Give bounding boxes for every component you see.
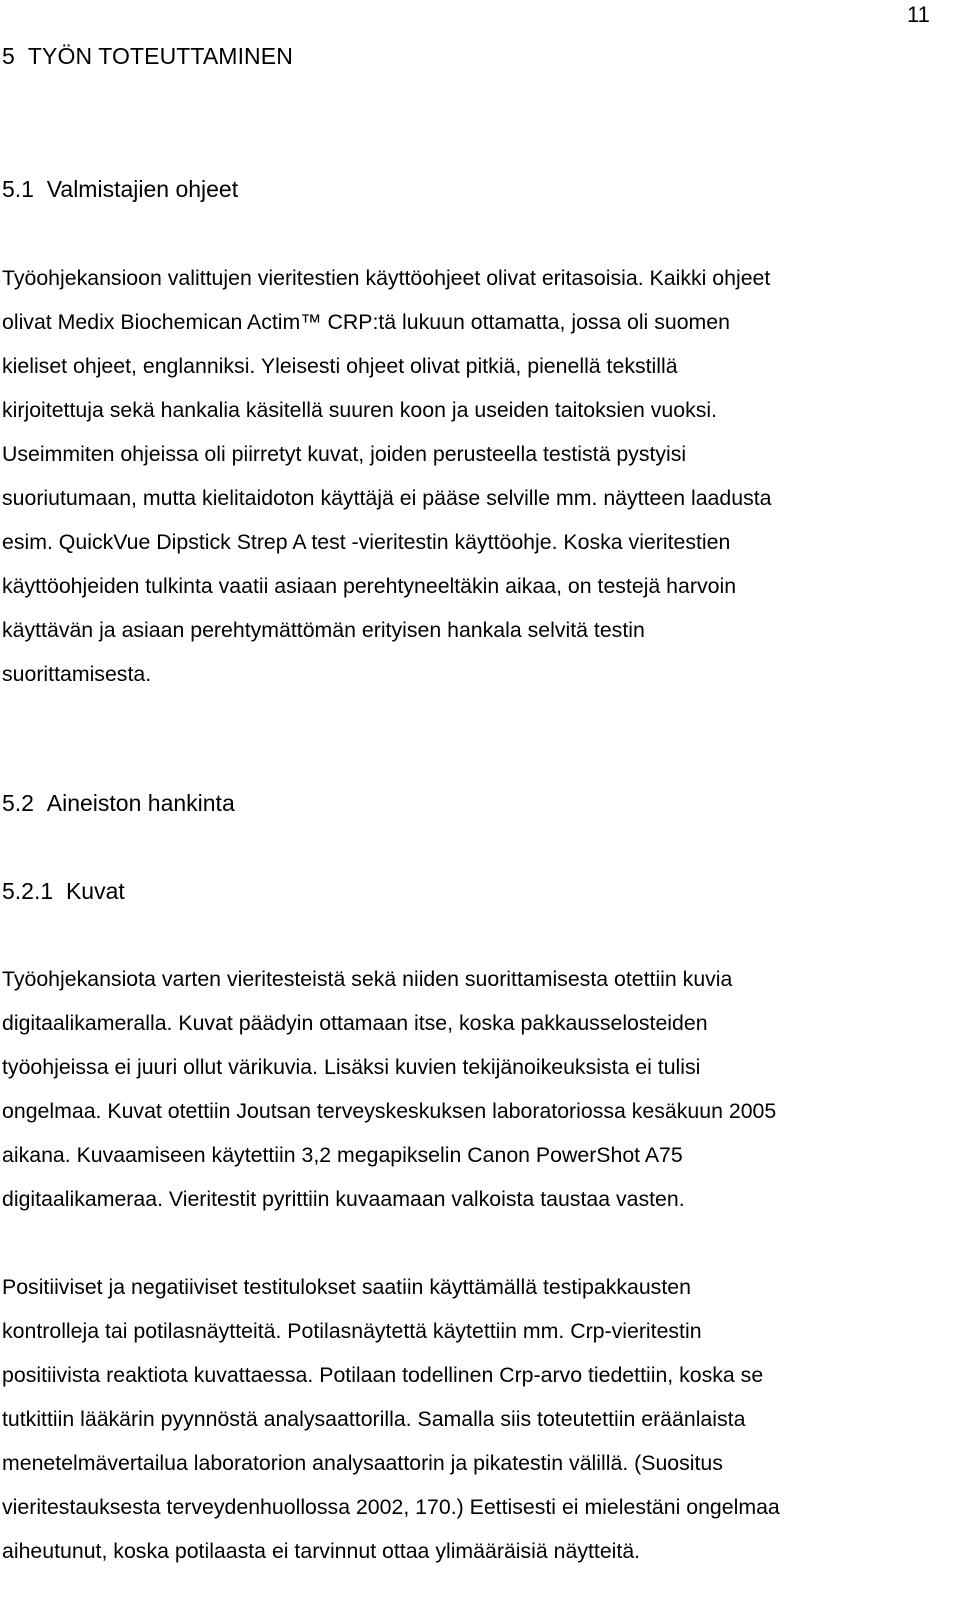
paragraph-manufacturer-instructions: [2, 256, 937, 696]
text-line: kontrolleja tai potilasnäytteitä. Potilasnäytettä käytettiin mm. Crp-vieritestin: [2, 1319, 702, 1343]
text-line: ongelmaa. Kuvat otettiin Joutsan terveyskeskuksen laboratoriossa kesäkuun 2005: [2, 1099, 777, 1123]
section-number: 5.2.1: [2, 878, 54, 904]
section-number: 5.1: [2, 176, 34, 202]
text-line: digitaalikameraa. Vieritestit pyrittiin kuvaamaan valkoista taustaa vasten.: [2, 1187, 685, 1211]
text-line: vieritestauksesta terveydenhuollossa 2002, 170.) Eettisesti ei mielestäni ongelmaa: [2, 1495, 780, 1519]
section-heading-5-2-1: [2, 877, 125, 905]
chapter-title: TYÖN TOTEUTTAMINEN: [27, 43, 293, 69]
text-line: käyttävän ja asiaan perehtymättömän erityisen hankala selvitä testin: [2, 618, 645, 642]
paragraph-test-results: [2, 1265, 937, 1573]
section-title: Kuvat: [65, 878, 125, 904]
text-line: Työohjekansiota varten vieritesteistä sekä niiden suorittamisesta otettiin kuvia: [2, 967, 733, 991]
section-number: 5.2: [2, 790, 34, 816]
paragraph-photos: [2, 957, 937, 1221]
text-line: suorittamisesta.: [2, 662, 152, 686]
text-line: esim. QuickVue Dipstick Strep A test -vieritestin käyttöohje. Koska vieritestien: [2, 530, 731, 554]
text-line: tutkittiin lääkärin pyynnöstä analysaattorilla. Samalla siis toteutettiin eräänlaista: [2, 1407, 746, 1431]
text-line: työohjeissa ei juuri ollut värikuvia. Lisäksi kuvien tekijänoikeuksista ei tulisi: [2, 1055, 701, 1079]
text-line: käyttöohjeiden tulkinta vaatii asiaan perehtyneeltäkin aikaa, on testejä harvoin: [2, 574, 737, 598]
text-line: positiivista reaktiota kuvattaessa. Potilaan todellinen Crp-arvo tiedettiin, koska se: [2, 1363, 764, 1387]
text-line: suoriutumaan, mutta kielitaidoton käyttäjä ei pääse selville mm. näytteen laadusta: [2, 486, 772, 510]
text-line: aikana. Kuvaamiseen käytettiin 3,2 megapikselin Canon PowerShot A75: [2, 1143, 683, 1167]
text-line: kieliset ohjeet, englanniksi. Yleisesti ohjeet olivat pitkiä, pienellä tekstillä: [2, 354, 678, 378]
chapter-number: 5: [2, 43, 15, 69]
text-line: olivat Medix Biochemican Actim™ CRP:tä lukuun ottamatta, jossa oli suomen: [2, 310, 730, 334]
section-title: Aineiston hankinta: [46, 790, 235, 816]
text-line: aiheutunut, koska potilaasta ei tarvinnut ottaa ylimääräisiä näytteitä.: [2, 1539, 641, 1563]
section-title: Valmistajien ohjeet: [46, 176, 239, 202]
text-line: digitaalikameralla. Kuvat päädyin ottamaan itse, koska pakkausselosteiden: [2, 1011, 708, 1035]
page-number: 11: [907, 2, 930, 27]
text-line: Työohjekansioon valittujen vieritestien käyttöohjeet olivat eritasoisia. Kaikki ohjeet: [2, 266, 771, 290]
text-line: Useimmiten ohjeissa oli piirretyt kuvat, joiden perusteella testistä pystyisi: [2, 442, 687, 466]
text-line: Positiiviset ja negatiiviset testitulokset saatiin käyttämällä testipakkausten: [2, 1275, 691, 1299]
text-line: menetelmävertailua laboratorion analysaattorin ja pikatestin välillä. (Suositus: [2, 1451, 723, 1475]
text-line: kirjoitettuja sekä hankalia käsitellä suuren koon ja useiden taitoksien vuoksi.: [2, 398, 718, 422]
section-heading-5-1: [2, 175, 238, 203]
chapter-heading: [2, 42, 293, 70]
section-heading-5-2: [2, 789, 235, 817]
